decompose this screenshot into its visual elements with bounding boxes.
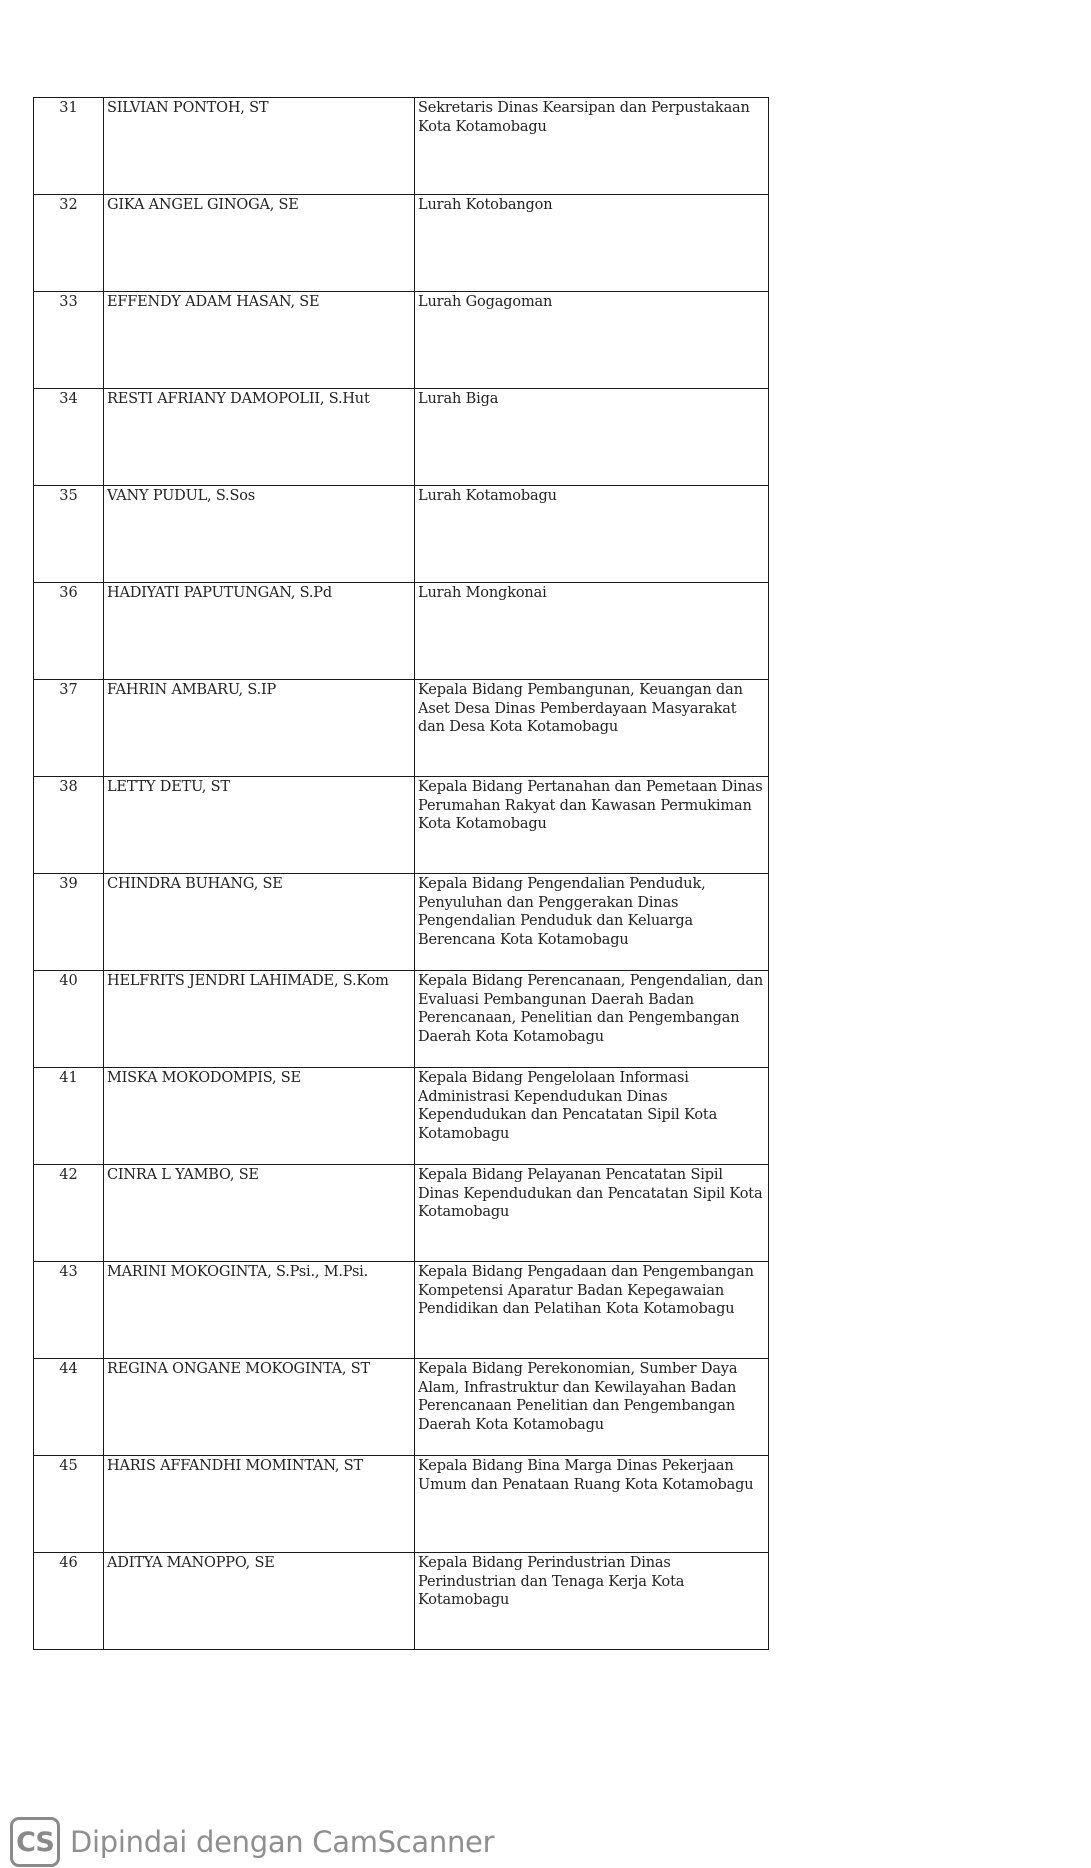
official-position-cell: Lurah Gogagoman [415,292,769,389]
official-position-cell: Kepala Bidang Perekonomian, Sumber Daya Alam, Infrastruktur dan Kewilayahan Badan Perencanaan Penelitian dan Pengembangan Daerah Kota Kotamobagu [415,1359,769,1456]
table-row [34,1262,769,1359]
official-position-cell: Lurah Biga [415,389,769,486]
official-name-cell: EFFENDY ADAM HASAN, SE [104,292,415,389]
official-name-cell: MISKA MOKODOMPIS, SE [104,1068,415,1165]
official-position-cell: Lurah Mongkonai [415,583,769,680]
row-number-cell: 39 [34,874,104,971]
row-number-cell: 40 [34,971,104,1068]
row-number-cell: 43 [34,1262,104,1359]
table-row [34,1456,769,1553]
official-name-cell: RESTI AFRIANY DAMOPOLII, S.Hut [104,389,415,486]
row-number-cell: 44 [34,1359,104,1456]
row-number-cell: 32 [34,195,104,292]
table-row [34,389,769,486]
official-position-cell: Kepala Bidang Bina Marga Dinas Pekerjaan Umum dan Penataan Ruang Kota Kotamobagu [415,1456,769,1553]
official-name-cell: HADIYATI PAPUTUNGAN, S.Pd [104,583,415,680]
table-row [34,1553,769,1650]
row-number-cell: 37 [34,680,104,777]
official-position-cell: Kepala Bidang Pengelolaan Informasi Administrasi Kependudukan Dinas Kependudukan dan Pencatatan Sipil Kota Kotamobagu [415,1068,769,1165]
officials-table-body [34,98,769,1650]
official-name-cell: REGINA ONGANE MOKOGINTA, ST [104,1359,415,1456]
table-row [34,98,769,195]
official-position-cell: Kepala Bidang Pengendalian Penduduk, Penyuluhan dan Penggerakan Dinas Pengendalian Penduduk dan Keluarga Berencana Kota Kotamobagu [415,874,769,971]
row-number-cell: 33 [34,292,104,389]
official-name-cell: LETTY DETU, ST [104,777,415,874]
official-name-cell: CHINDRA BUHANG, SE [104,874,415,971]
officials-table [33,97,769,1650]
row-number-cell: 31 [34,98,104,195]
row-number-cell: 38 [34,777,104,874]
official-position-cell: Kepala Bidang Pelayanan Pencatatan Sipil Dinas Kependudukan dan Pencatatan Sipil Kota Kotamobagu [415,1165,769,1262]
row-number-cell: 45 [34,1456,104,1553]
table-row [34,1359,769,1456]
row-number-cell: 34 [34,389,104,486]
table-row [34,777,769,874]
table-row [34,583,769,680]
official-position-cell: Kepala Bidang Pengadaan dan Pengembangan Kompetensi Aparatur Badan Kepegawaian Pendidikan dan Pelatihan Kota Kotamobagu [415,1262,769,1359]
official-name-cell: HELFRITS JENDRI LAHIMADE, S.Kom [104,971,415,1068]
official-position-cell: Lurah Kotobangon [415,195,769,292]
row-number-cell: 36 [34,583,104,680]
official-position-cell: Kepala Bidang Pertanahan dan Pemetaan Dinas Perumahan Rakyat dan Kawasan Permukiman Kota Kotamobagu [415,777,769,874]
camscanner-logo-icon [10,1817,60,1867]
official-name-cell: HARIS AFFANDHI MOMINTAN, ST [104,1456,415,1553]
table-row [34,486,769,583]
official-name-cell: MARINI MOKOGINTA, S.Psi., M.Psi. [104,1262,415,1359]
table-row [34,195,769,292]
watermark-text: Dipindai dengan CamScanner [70,1825,495,1859]
official-name-cell: CINRA L YAMBO, SE [104,1165,415,1262]
table-row [34,1165,769,1262]
official-position-cell: Kepala Bidang Perindustrian Dinas Perindustrian dan Tenaga Kerja Kota Kotamobagu [415,1553,769,1650]
row-number-cell: 46 [34,1553,104,1650]
row-number-cell: 35 [34,486,104,583]
camscanner-watermark [10,1816,494,1868]
official-name-cell: ADITYA MANOPPO, SE [104,1553,415,1650]
table-row [34,874,769,971]
table-row [34,971,769,1068]
official-name-cell: VANY PUDUL, S.Sos [104,486,415,583]
camscanner-logo-text: CS [16,1826,54,1858]
official-name-cell: FAHRIN AMBARU, S.IP [104,680,415,777]
row-number-cell: 42 [34,1165,104,1262]
official-position-cell: Kepala Bidang Pembangunan, Keuangan dan Aset Desa Dinas Pemberdayaan Masyarakat dan Desa Kota Kotamobagu [415,680,769,777]
official-position-cell: Sekretaris Dinas Kearsipan dan Perpustakaan Kota Kotamobagu [415,98,769,195]
official-name-cell: SILVIAN PONTOH, ST [104,98,415,195]
row-number-cell: 41 [34,1068,104,1165]
table-row [34,292,769,389]
official-position-cell: Kepala Bidang Perencanaan, Pengendalian, dan Evaluasi Pembangunan Daerah Badan Perencanaan, Penelitian dan Pengembangan Daerah Kota Kotamobagu [415,971,769,1068]
official-position-cell: Lurah Kotamobagu [415,486,769,583]
official-name-cell: GIKA ANGEL GINOGA, SE [104,195,415,292]
table-row [34,680,769,777]
table-row [34,1068,769,1165]
